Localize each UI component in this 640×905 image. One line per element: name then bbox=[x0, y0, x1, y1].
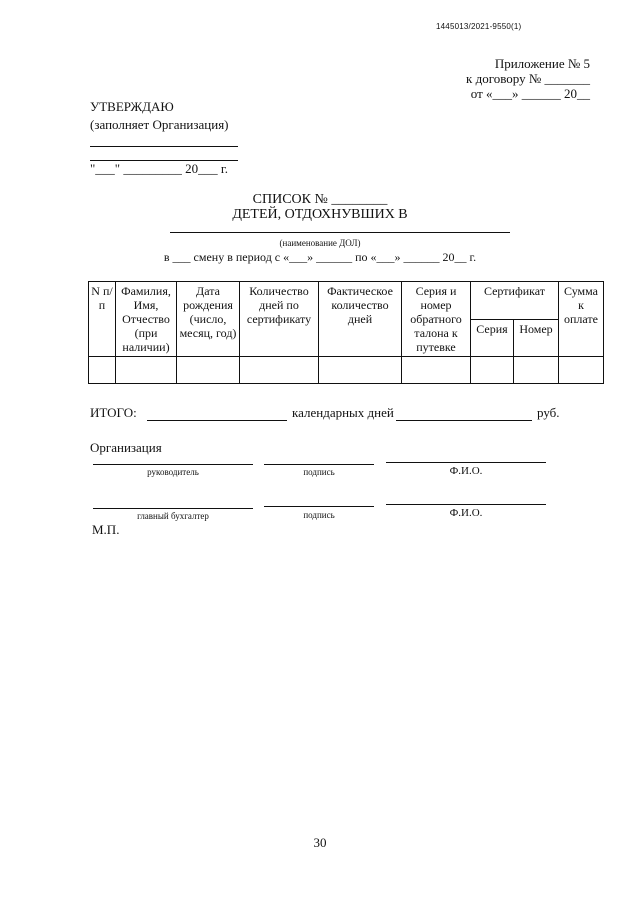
accountant-signature-line bbox=[264, 506, 374, 507]
table-cell bbox=[514, 357, 559, 384]
head-name-line bbox=[386, 462, 546, 463]
document-number: 1445013/2021-9550(1) bbox=[436, 22, 522, 31]
header-name: Фамилия, Имя, Отчество (при наличии) bbox=[116, 282, 177, 357]
accountant-name-line bbox=[386, 504, 546, 505]
head-name-caption: Ф.И.О. bbox=[449, 465, 483, 477]
header-actual-days: Фактическое количество дней bbox=[319, 282, 402, 357]
head-signature-line bbox=[264, 464, 374, 465]
table-cell bbox=[116, 357, 177, 384]
head-position-caption: руководитель bbox=[147, 467, 199, 477]
period-line: в ___ смену в период с «___» ______ по «___» ______ 20__ г. bbox=[163, 250, 477, 264]
total-amount-line bbox=[147, 420, 287, 421]
head-position-line bbox=[93, 464, 253, 465]
table-cell bbox=[559, 357, 604, 384]
total-days-label: календарных дней bbox=[292, 405, 394, 420]
header-amount: Сумма к оплате bbox=[559, 282, 604, 357]
table-header-row bbox=[89, 282, 604, 320]
approval-signature-line bbox=[90, 146, 238, 147]
appendix-date: от «___» ______ 20__ bbox=[470, 86, 590, 101]
total-currency: руб. bbox=[537, 405, 560, 420]
table-cell bbox=[89, 357, 116, 384]
table-cell bbox=[240, 357, 319, 384]
appendix-contract: к договору № _______ bbox=[466, 71, 590, 86]
header-number: N п/п bbox=[89, 282, 116, 357]
approval-date: "___" _________ 20___ г. bbox=[90, 161, 228, 176]
approval-block bbox=[90, 98, 229, 134]
list-subtitle: ДЕТЕЙ, ОТДОХНУВШИХ В bbox=[232, 207, 408, 222]
header-cert-days: Количество дней по сертификату bbox=[240, 282, 319, 357]
appendix-title: Приложение № 5 bbox=[494, 56, 590, 71]
approval-title: УТВЕРЖДАЮ bbox=[90, 99, 174, 114]
camp-name-line bbox=[170, 232, 510, 233]
camp-name-caption: (наименование ДОЛ) bbox=[279, 238, 361, 248]
accountant-position-caption: главный бухгалтер bbox=[137, 511, 209, 521]
accountant-name-caption: Ф.И.О. bbox=[449, 507, 483, 519]
list-title: СПИСОК № ________ bbox=[252, 192, 388, 207]
organization-label: Организация bbox=[90, 440, 162, 455]
table-cell bbox=[402, 357, 471, 384]
subheader-series: Серия bbox=[471, 319, 514, 357]
accountant-signature-caption: подпись bbox=[303, 510, 335, 520]
header-certificate: Сертификат bbox=[471, 282, 559, 320]
table-cell bbox=[319, 357, 402, 384]
total-label: ИТОГО: bbox=[90, 405, 137, 420]
header-birthdate: Дата рождения (число, месяц, год) bbox=[177, 282, 240, 357]
stamp-place: М.П. bbox=[92, 522, 120, 537]
head-signature-caption: подпись bbox=[303, 467, 335, 477]
children-table bbox=[88, 281, 604, 384]
subheader-number: Номер bbox=[514, 319, 559, 357]
appendix-block bbox=[466, 56, 590, 101]
table-cell bbox=[471, 357, 514, 384]
table-row bbox=[89, 357, 604, 384]
header-return-slip: Серия и номер обратного талона к путевке bbox=[402, 282, 471, 357]
approval-subtitle: (заполняет Организация) bbox=[90, 117, 229, 132]
table-cell bbox=[177, 357, 240, 384]
total-sum-line bbox=[396, 420, 532, 421]
accountant-position-line bbox=[93, 508, 253, 509]
page-number: 30 bbox=[313, 835, 327, 850]
